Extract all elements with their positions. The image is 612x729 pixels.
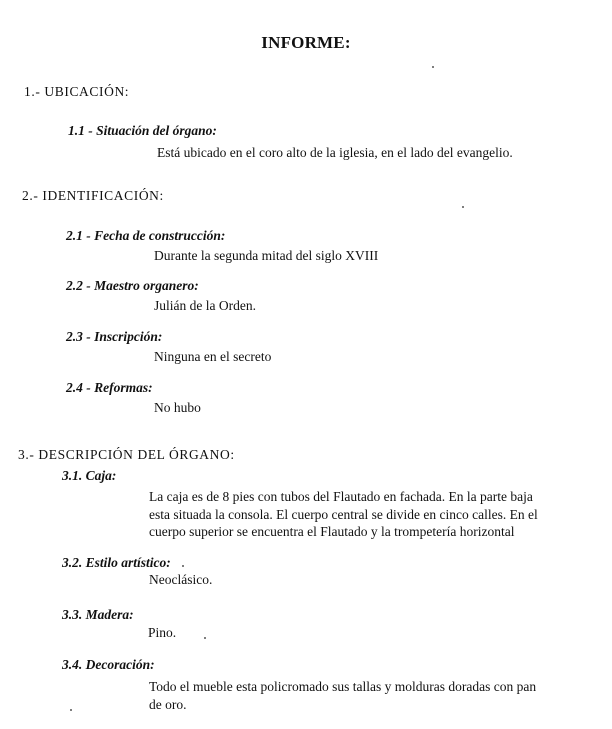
paragraph-line: cuerpo superior se encuentra el Flautado y la trompetería horizontal [149,524,515,539]
subsection-2-4-value: No hubo [154,400,201,415]
subsection-3-1-label: 3.1. Caja: [62,468,117,483]
paragraph-line: Todo el mueble esta policromado sus tallas y molduras doradas con pan [149,679,537,694]
subsection-3-4-paragraph [149,678,594,713]
scan-speck [432,66,434,68]
paragraph-line: de oro. [149,696,187,712]
subsection-2-1-label: 2.1 - Fecha de construcción: [66,228,226,243]
subsection-3-3-label: 3.3. Madera: [62,607,134,622]
section-3-heading: 3.- DESCRIPCIÓN DEL ÓRGANO: [18,447,235,462]
paragraph-line: La caja es de 8 pies con tubos del Flautado en fachada. En la parte baja [149,489,533,504]
subsection-2-2-value: Julián de la Orden. [154,298,256,313]
scan-speck [70,709,72,711]
section-1-heading: 1.- UBICACIÓN: [24,84,130,99]
document-title: INFORME: [261,33,351,52]
section-2-heading: 2.- IDENTIFICACIÓN: [22,188,164,203]
paragraph-line: esta situada la consola. El cuerpo central se divide en cinco calles. En el [149,506,538,522]
scan-speck [462,206,464,208]
subsection-3-4-label: 3.4. Decoración: [62,657,155,672]
subsection-3-1-paragraph [149,488,594,541]
subsection-2-3-value: Ninguna en el secreto [154,349,272,364]
subsection-3-3-value: Pino. [148,625,177,640]
subsection-2-2-label: 2.2 - Maestro organero: [66,278,199,293]
subsection-3-2-label: 3.2. Estilo artístico: [62,555,171,570]
subsection-3-2-value: Neoclásico. [149,572,213,587]
scan-speck [182,565,184,567]
subsection-1-1-label: 1.1 - Situación del órgano: [68,123,217,138]
scan-speck [204,637,206,639]
subsection-2-4-label: 2.4 - Reformas: [66,380,153,395]
subsection-2-1-value: Durante la segunda mitad del siglo XVIII [154,248,379,263]
subsection-2-3-label: 2.3 - Inscripción: [66,329,163,344]
subsection-1-1-value: Está ubicado en el coro alto de la iglesia, en el lado del evangelio. [157,145,513,160]
